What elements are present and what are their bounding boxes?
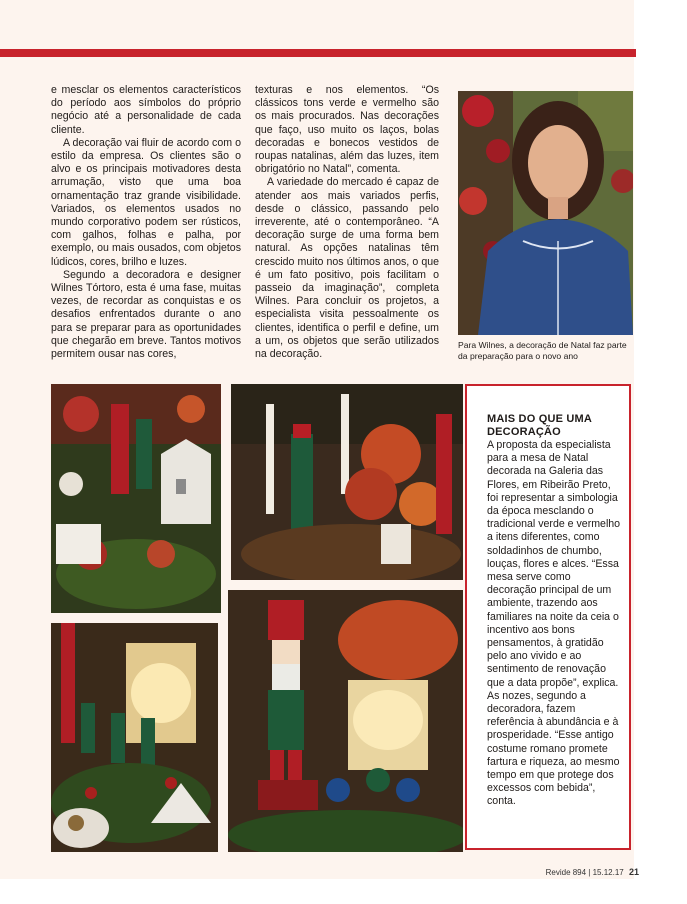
paragraph: A variedade do mercado é capaz de atender aos mais variados perfis, desde o clássico, passando pelo irreverente, até o contemporâneo. “A decoração surge de uma forma bem natural. As opções natalinas têm crescido muito nos últimos anos, o que é um fato positivo, pois facilitam o passeio da imaginação”, completa Wilnes. Para concluir os projetos, a especialista visita pessoalmente os clientes, identifica o perfil e define, um a um, os objetos que serão utilizados na decoração.: [255, 176, 439, 361]
paragraph: A decoração vai fluir de acordo com o estilo da empresa. Os clientes são o alvo e os principais motivadores desta arrumação, visto que uma boa ornamentação traz grande visibilidade. Variados, os elementos usados no mundo corporativo podem ser rústicos, com galhos, folhas e palha, por exemplo, ou mais ousados, com objetos lúdicos, cores, brilho e luzes.: [51, 136, 241, 268]
nutcracker-closeup-photo: [228, 590, 463, 852]
issue-info: Revide 894 | 15.12.17: [545, 868, 624, 877]
portrait-photo: [458, 91, 633, 335]
paragraph: e mesclar os elementos característicos do período aos símbolos do próprio negócio até a personalidade de cada cliente.: [51, 84, 241, 136]
sidebar-box: [465, 384, 631, 850]
paragraph: Segundo a decoradora e designer Wilnes Tórtoro, esta é uma fase, muitas vezes, de recordar as conquistas e os desafios enfrentados durante o ano para se preparar para as oportunidades que chegarão em breve. Tantos motivos permitem ousar nas cores,: [51, 268, 241, 361]
header-red-rule: [0, 49, 636, 57]
page-footer: [546, 867, 639, 877]
portrait-caption: Para Wilnes, a decoração de Natal faz parte da preparação para o novo ano: [458, 340, 627, 361]
article-column-2: [255, 84, 439, 361]
nutcracker-table-photo: [51, 384, 221, 613]
article-column-1: [51, 84, 241, 361]
paragraph: texturas e nos elementos. “Os clássicos tons verde e vermelho são os mais procurados. Nas decorações que faço, uso muito os laços, bolas decoradas e bonecos vestidos de roupas natalinas, além das luzes, item obrigatório no Natal”, comenta.: [255, 84, 439, 176]
sidebar-title: MAIS DO QUE UMA DECORAÇÃO: [487, 413, 592, 438]
soldiers-and-nuts-photo: [51, 623, 218, 852]
page-number: 21: [628, 867, 639, 877]
candles-arrangement-photo: [231, 384, 463, 580]
sidebar-body: A proposta da especialista para a mesa de Natal decorada na Galeria das Flores, em Ribeirão Preto, foi representar a simbologia da época mesclando o tradicional verde e vermelho a itens diferentes, como soldadinhos de chumbo, louças, flores e alces. “Essa mesa serve como decoração principal de um ambiente, trazendo aos familiares na noite da ceia o incentivo aos bons pensamentos, à gratidão pelo ano vivido e ao sentimento de renovação que a data propõe”, explica. As nozes, segundo a decoradora, fazem referência à abundância e à prosperidade. “Esse antigo costume romano promete fartura e riqueza, ao mesmo tempo em que protege dos excessos com bebida”, conta.: [487, 439, 621, 808]
